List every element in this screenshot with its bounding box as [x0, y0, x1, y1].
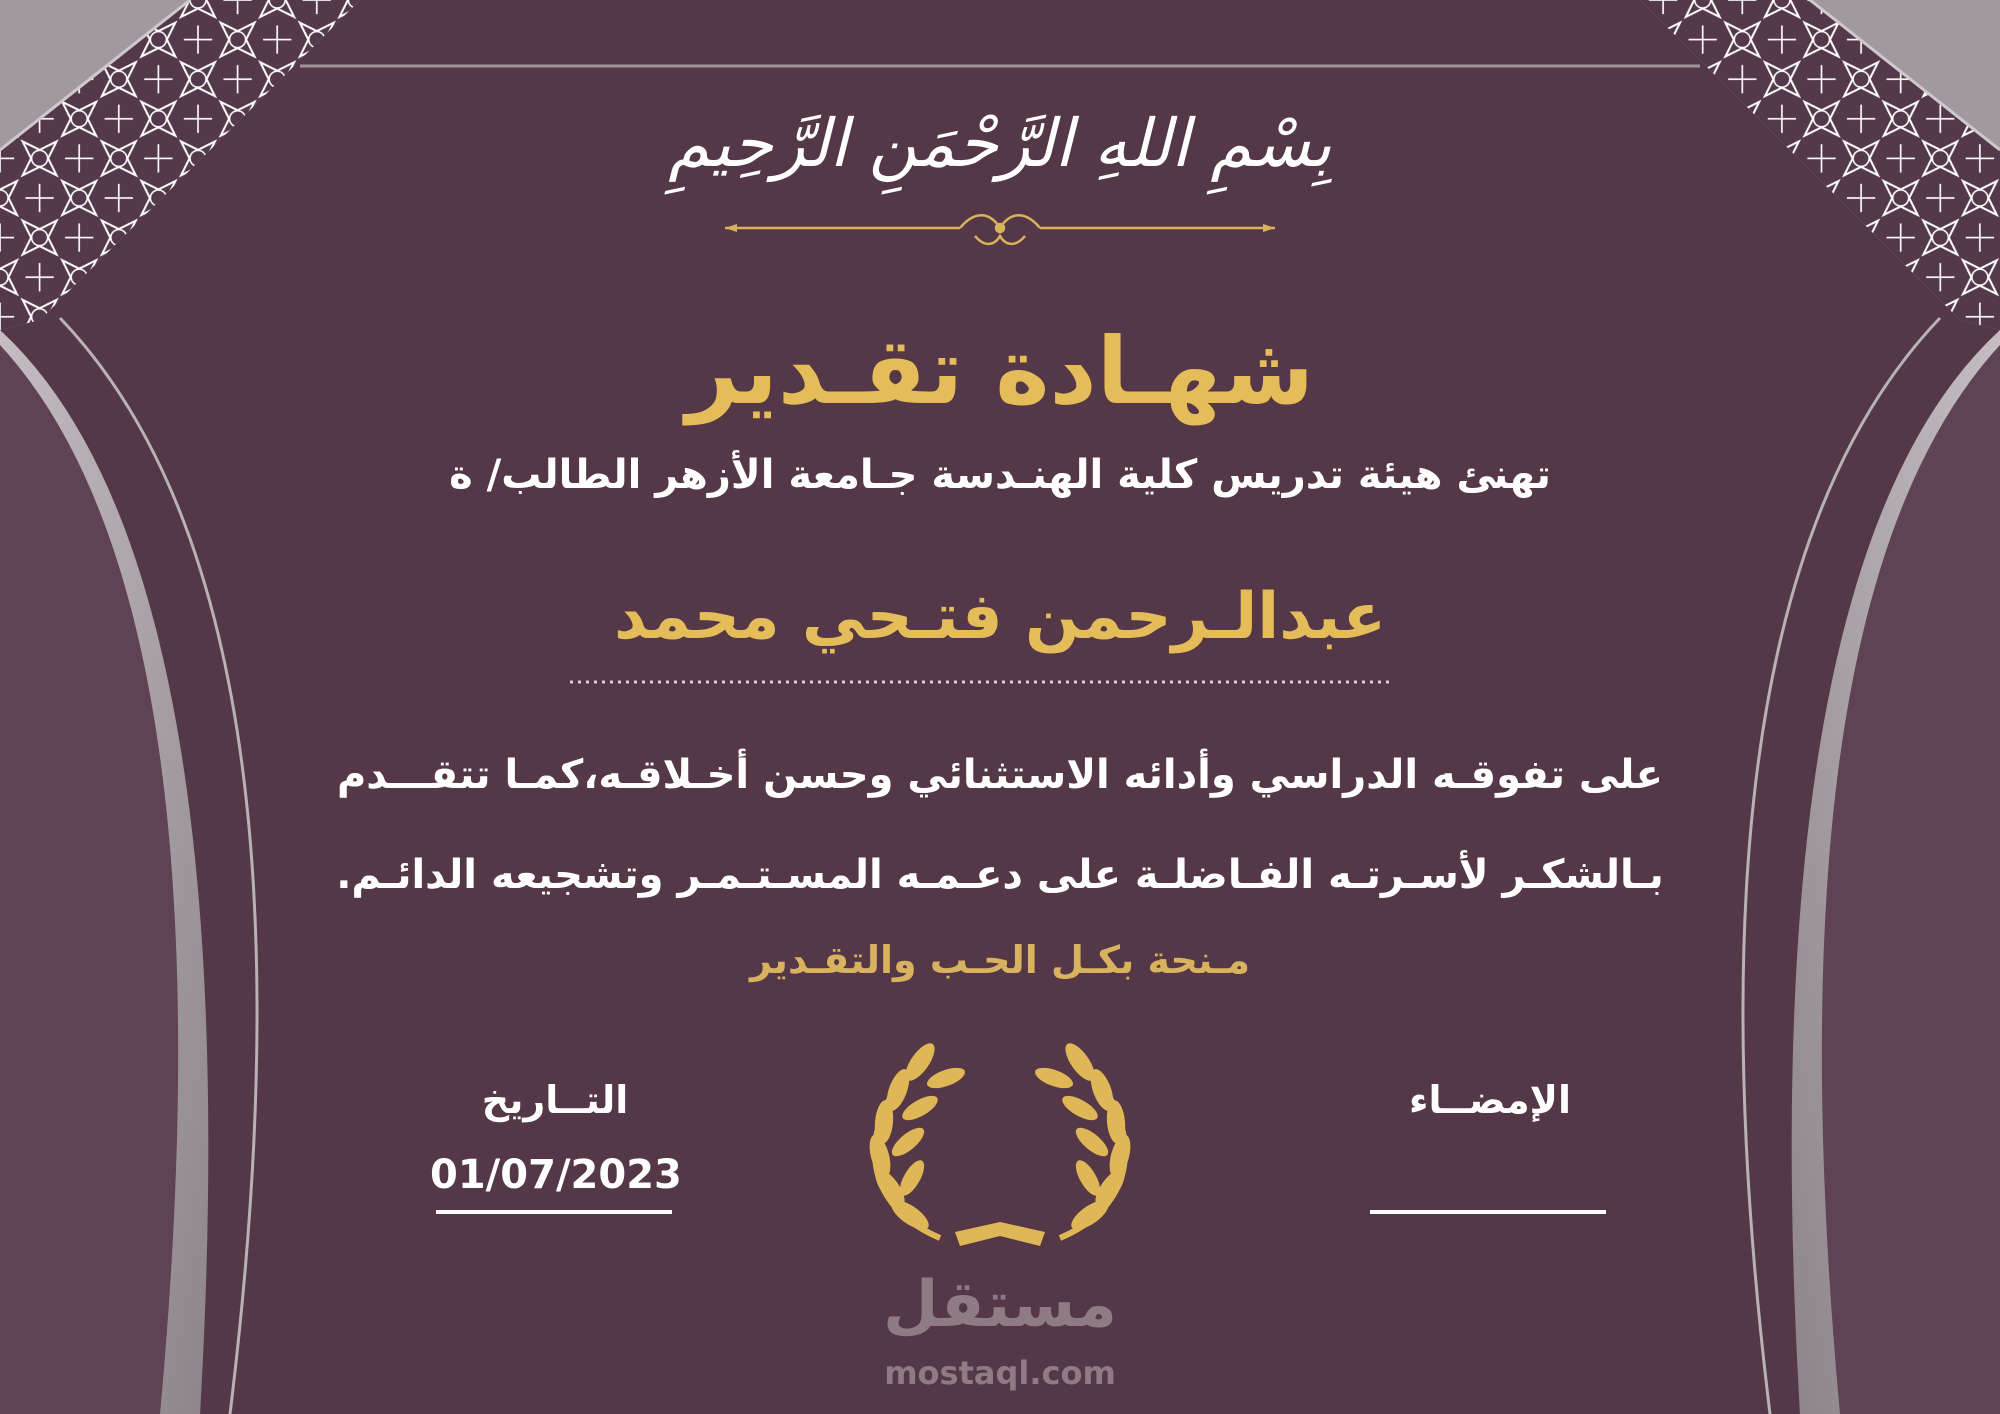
- gold-divider-ornament: [725, 215, 1275, 244]
- watermark-arabic: مستقل: [882, 1268, 1118, 1342]
- body-line-2: بـالشكـر لأسـرتـه الفـاضلـة على دعـمـه المسـتـمـر وتشجيعه الدائـم.: [336, 852, 1664, 898]
- basmala: بِسْمِ اللهِ الرَّحْمَنِ الرَّحِيمِ: [668, 105, 1332, 182]
- recipient-name: عبدالـرحمن فتـحي محمد: [613, 580, 1387, 654]
- date-value: 01/07/2023: [430, 1152, 682, 1198]
- signature-label: الإمضــاء: [1409, 1078, 1571, 1122]
- watermark-latin: mostaql.com: [884, 1354, 1116, 1392]
- date-label: التــاريخ: [481, 1078, 629, 1122]
- body-line-1: على تفوقـه الدراسي وأدائه الاستثنائي وحسن أخـلاقـه،كمـا تتقـــدم: [336, 752, 1664, 798]
- closing-line: مـنحة بكـل الحـب والتقـدير: [750, 938, 1250, 982]
- laurel-wreath-icon: [866, 1039, 1135, 1246]
- certificate-title: شهـادة تقـدير: [686, 318, 1314, 425]
- certificate-intro: تهنئ هيئة تدريس كلية الهنـدسة جـامعة الأزهر الطالب/ ة: [449, 452, 1551, 498]
